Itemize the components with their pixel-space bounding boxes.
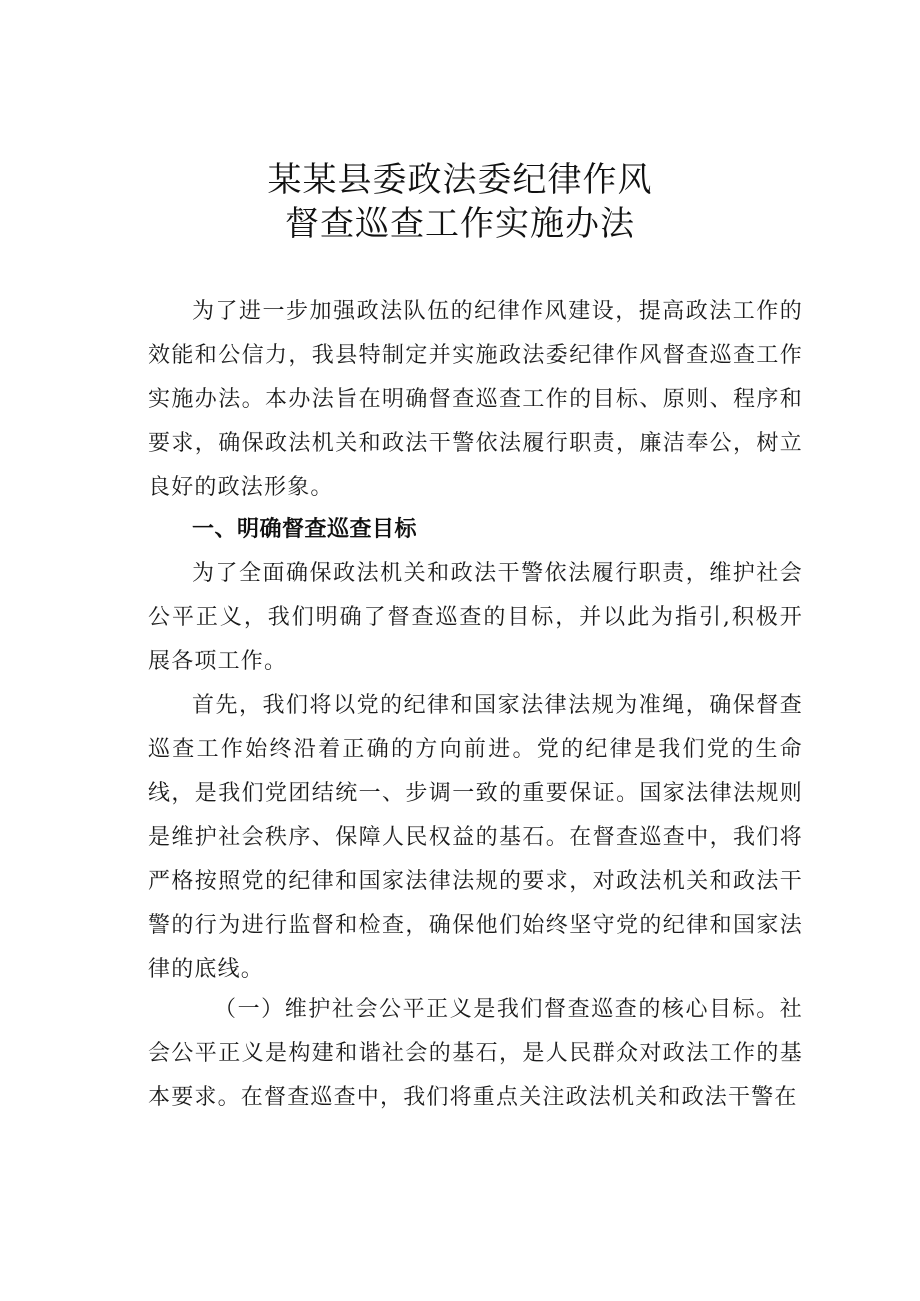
intro-paragraph: 为了进一步加强政法队伍的纪律作风建设，提高政法工作的效能和公信力，我县特制定并实施政法委纪律作风督查巡查工作实施办法。本办法旨在明确督查巡查工作的目标、原则、程序和要求，确保政法机关和政法干警依法履行职责，廉洁奉公，树立良好的政法形象。	[148, 299, 803, 500]
section1-item-1: （一）维护社会公平正义是我们督查巡查的核心目标。社会公平正义是构建和谐社会的基石，是人民群众对政法工作的基本要求。在督查巡查中，我们将重点关注政法机关和政法干警在	[148, 997, 803, 1110]
section1-heading: 一、明确督查巡查目标	[192, 517, 418, 542]
section1-paragraph-2: 首先，我们将以党的纪律和国家法律法规为准绳，确保督查巡查工作始终沿着正确的方向前进。党的纪律是我们党的生命线，是我们党团结统一、步调一致的重要保证。国家法律法规则是维护社会秩序、保障人民权益的基石。在督查巡查中，我们将严格按照党的纪律和国家法律法规的要求，对政法机关和政法干警的行为进行监督和检查，确保他们始终坚守党的纪律和国家法律的底线。	[148, 693, 803, 982]
section1-paragraph-1: 为了全面确保政法机关和政法干警依法履行职责，维护社会公平正义，我们明确了督查巡查的目标，并以此为指引,积极开展各项工作。	[148, 561, 803, 674]
document-title-line1: 某某县委政法委纪律作风	[267, 160, 653, 200]
document-title-line2: 督查巡查工作实施办法	[285, 204, 635, 244]
